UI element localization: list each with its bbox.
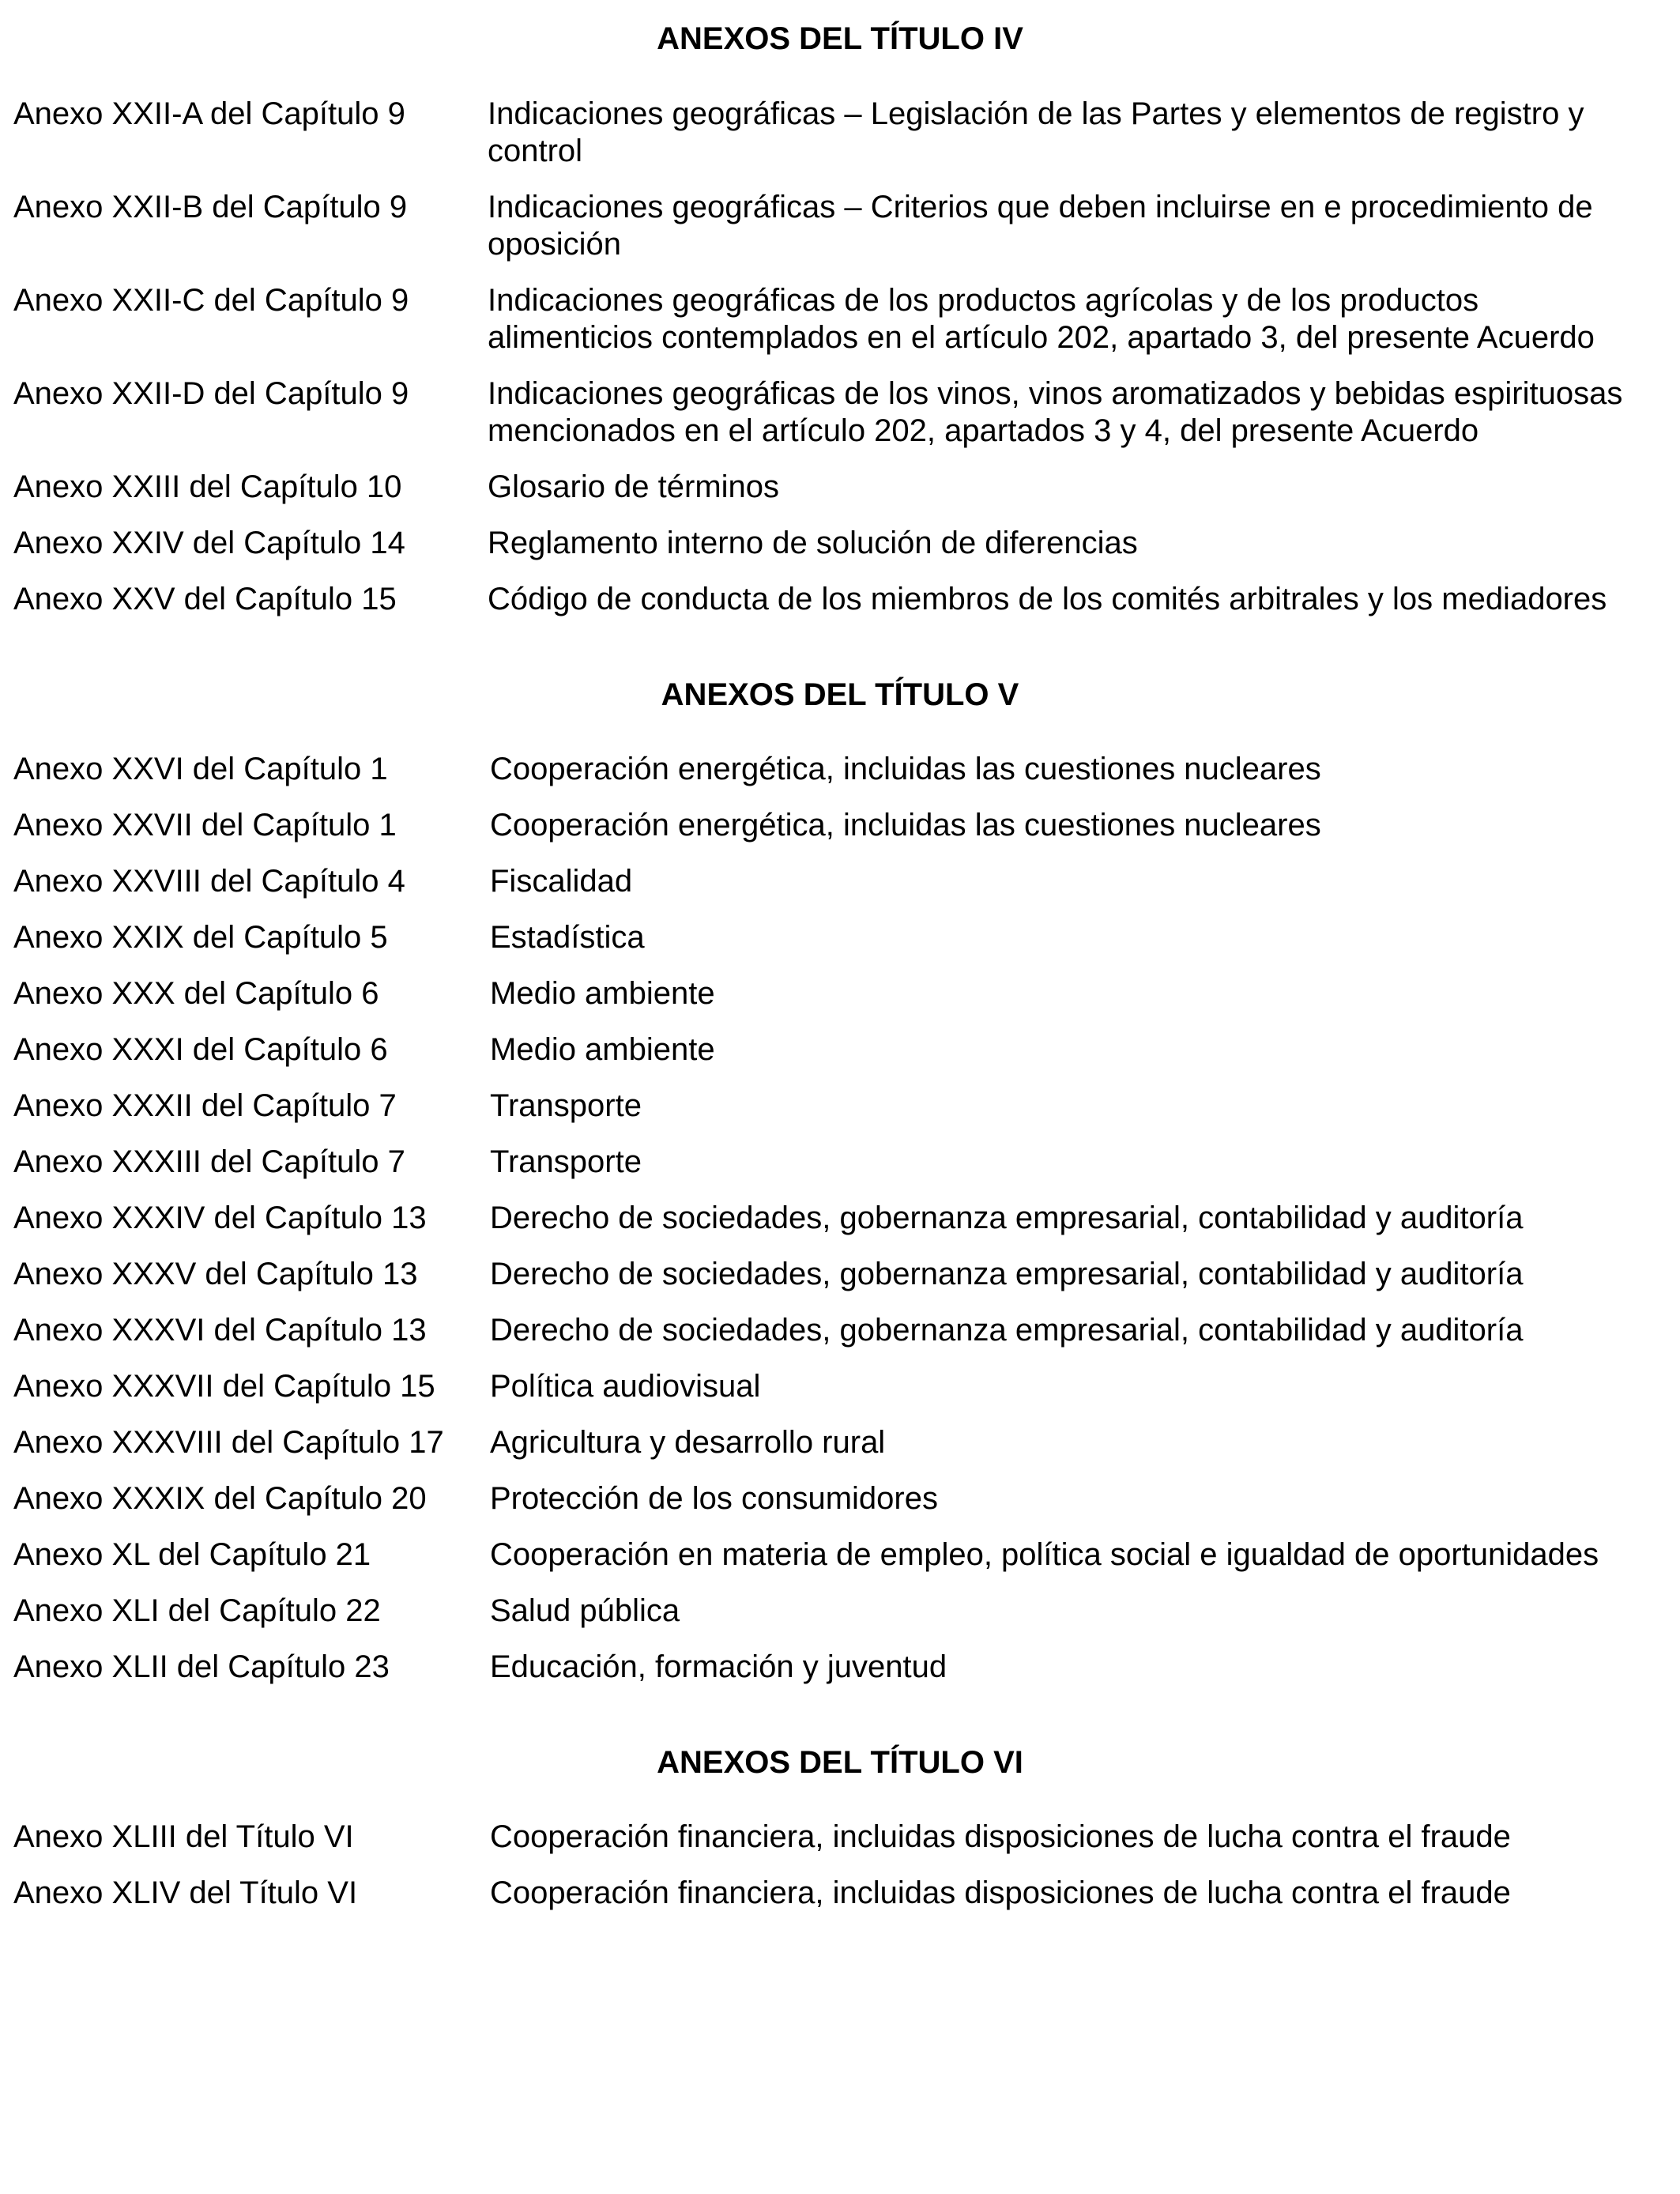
annex-reference: Anexo XXXI del Capítulo 6 — [13, 1032, 388, 1067]
annex-description-line: Código de conducta de los miembros de los comités arbitrales y los mediadores — [488, 582, 1607, 616]
annex-description: Salud pública — [490, 1593, 680, 1628]
annex-description: Política audiovisual — [490, 1369, 761, 1404]
annex-description-line: Glosario de términos — [488, 469, 780, 504]
annex-reference: Anexo XXVI del Capítulo 1 — [13, 752, 388, 786]
annex-reference: Anexo XXXIX del Capítulo 20 — [13, 1481, 427, 1516]
annex-reference: Anexo XXIII del Capítulo 10 — [13, 469, 402, 504]
annex-reference: Anexo XXVII del Capítulo 1 — [13, 808, 397, 843]
section-title: ANEXOS DEL TÍTULO VI — [657, 1745, 1023, 1780]
annex-reference: Anexo XXXVI del Capítulo 13 — [13, 1313, 427, 1348]
annex-description: Cooperación energética, incluidas las cuestiones nucleares — [490, 808, 1321, 843]
annex-description — [488, 581, 1673, 618]
annex-description: Transporte — [490, 1144, 642, 1179]
annex-description: Medio ambiente — [490, 1032, 715, 1067]
annex-reference: Anexo XXII-D del Capítulo 9 — [13, 376, 409, 411]
annex-reference: Anexo XXV del Capítulo 15 — [13, 582, 397, 616]
annex-description: Agricultura y desarrollo rural — [490, 1425, 886, 1460]
annex-description-line: alimenticios contemplados en el artículo 202, apartado 3, del presente Acuerdo — [488, 320, 1595, 355]
annex-description-line: oposición — [488, 227, 622, 262]
section-title: ANEXOS DEL TÍTULO IV — [657, 21, 1023, 56]
annex-description: Cooperación en materia de empleo, política social e igualdad de oportunidades — [490, 1537, 1599, 1572]
annex-description: Derecho de sociedades, gobernanza empresarial, contabilidad y auditoría — [490, 1313, 1524, 1348]
annex-reference: Anexo XLIV del Título VI — [13, 1875, 358, 1910]
annex-description-line: Indicaciones geográficas de los vinos, vinos aromatizados y bebidas espirituosas — [488, 376, 1623, 411]
annex-reference: Anexo XLI del Capítulo 22 — [13, 1593, 381, 1628]
annex-reference: Anexo XXXVIII del Capítulo 17 — [13, 1425, 444, 1460]
annex-reference: Anexo XXXVII del Capítulo 15 — [13, 1369, 435, 1404]
annex-reference: Anexo XXII-A del Capítulo 9 — [13, 96, 405, 131]
annex-reference: Anexo XXIX del Capítulo 5 — [13, 920, 388, 955]
section-title: ANEXOS DEL TÍTULO V — [661, 677, 1019, 712]
annex-description: Derecho de sociedades, gobernanza empresarial, contabilidad y auditoría — [490, 1257, 1524, 1291]
annex-description-line: Reglamento interno de solución de diferencias — [488, 526, 1138, 560]
annex-description — [488, 282, 1673, 356]
annex-description: Cooperación financiera, incluidas disposiciones de lucha contra el fraude — [490, 1819, 1511, 1854]
annex-description: Derecho de sociedades, gobernanza empresarial, contabilidad y auditoría — [490, 1201, 1524, 1235]
annex-reference: Anexo XLIII del Título VI — [13, 1819, 354, 1854]
annex-reference: Anexo XXII-C del Capítulo 9 — [13, 283, 409, 318]
annex-description-line: Indicaciones geográficas – Criterios que deben incluirse en e procedimiento de — [488, 190, 1593, 224]
annex-reference: Anexo XXX del Capítulo 6 — [13, 976, 379, 1011]
annex-reference: Anexo XL del Capítulo 21 — [13, 1537, 371, 1572]
annex-description — [488, 189, 1673, 263]
annex-description: Educación, formación y juventud — [490, 1649, 947, 1684]
annex-description: Cooperación financiera, incluidas disposiciones de lucha contra el fraude — [490, 1875, 1511, 1910]
annex-reference: Anexo XXXV del Capítulo 13 — [13, 1257, 418, 1291]
annex-reference: Anexo XXXII del Capítulo 7 — [13, 1088, 397, 1123]
annex-reference: Anexo XXXIV del Capítulo 13 — [13, 1201, 427, 1235]
annex-description: Fiscalidad — [490, 864, 633, 899]
annex-reference: Anexo XXVIII del Capítulo 4 — [13, 864, 405, 899]
annex-reference: Anexo XXIV del Capítulo 14 — [13, 526, 405, 560]
annex-description: Cooperación energética, incluidas las cuestiones nucleares — [490, 752, 1321, 786]
annex-description — [488, 96, 1673, 170]
annex-description: Transporte — [490, 1088, 642, 1123]
annex-description — [488, 469, 1673, 506]
annex-reference: Anexo XXII-B del Capítulo 9 — [13, 190, 408, 224]
annex-reference: Anexo XXXIII del Capítulo 7 — [13, 1144, 405, 1179]
annex-description: Protección de los consumidores — [490, 1481, 938, 1516]
annex-description-line: Indicaciones geográficas – Legislación de las Partes y elementos de registro y — [488, 96, 1584, 131]
annex-description-line: Indicaciones geográficas de los productos agrícolas y de los productos — [488, 283, 1479, 318]
annex-reference: Anexo XLII del Capítulo 23 — [13, 1649, 390, 1684]
annex-description-line: mencionados en el artículo 202, apartados 3 y 4, del presente Acuerdo — [488, 413, 1479, 448]
annex-description: Medio ambiente — [490, 976, 715, 1011]
annex-description — [488, 375, 1673, 450]
annex-description — [488, 525, 1673, 562]
annex-description: Estadística — [490, 920, 645, 955]
annex-description-line: control — [488, 134, 583, 168]
